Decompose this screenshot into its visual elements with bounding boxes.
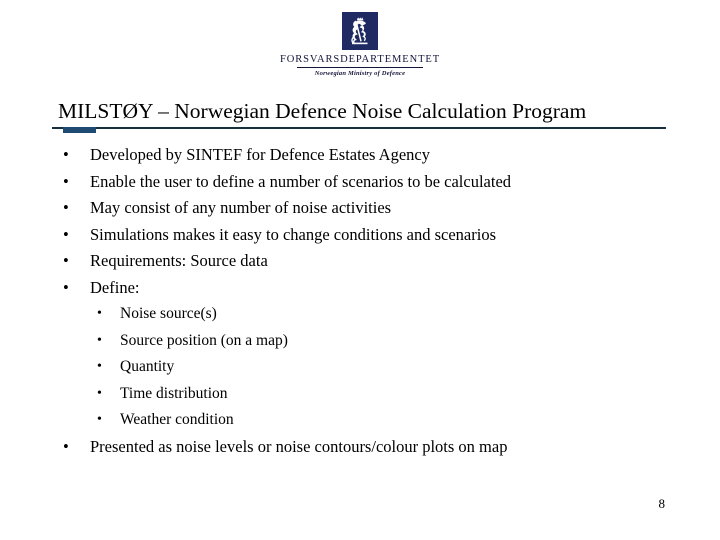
bullet-item-l1 [0, 275, 720, 302]
bullet-dot-icon: • [63, 436, 69, 456]
bullet-item-l2 [0, 301, 720, 328]
bullet-text: May consist of any number of noise activities [90, 198, 392, 217]
bullet-dot-icon: • [63, 224, 69, 244]
bullet-dot-icon: • [63, 277, 69, 297]
slide-title: MILSTØY – Norwegian Defence Noise Calculation Program [58, 99, 587, 123]
title-divider-line [52, 127, 666, 129]
bullet-text: Time distribution [120, 384, 228, 402]
title-divider [52, 127, 666, 135]
logo-wordmark: FORSVARSDEPARTEMENTET [279, 54, 441, 65]
bullet-text: Noise source(s) [120, 305, 217, 322]
norwegian-lion-crest-icon [342, 12, 378, 50]
bullet-text: Quantity [120, 358, 175, 375]
bullet-dot-icon: • [63, 198, 69, 217]
bullet-text: Requirements: Source data [90, 251, 268, 270]
bullet-item-l2 [0, 407, 720, 434]
bullet-text: Weather condition [120, 411, 234, 428]
bullet-dot-icon: • [97, 332, 102, 348]
ministry-logo [0, 12, 720, 77]
bullet-item-l1 [0, 142, 720, 169]
bullet-text: Simulations makes it easy to change conditions and scenarios [90, 224, 496, 244]
logo-subtitle: Norwegian Ministry of Defence [314, 70, 406, 77]
bullet-dot-icon: • [63, 145, 69, 164]
bullet-dot-icon: • [63, 171, 69, 191]
bullet-text: Define: [90, 277, 140, 297]
bullet-item-l2 [0, 328, 720, 355]
bullet-dot-icon: • [97, 306, 102, 321]
bullet-item-l1 [0, 248, 720, 275]
title-divider-accent-tab [63, 127, 96, 133]
bullet-text: Developed by SINTEF for Defence Estates Agency [90, 145, 430, 164]
logo-divider [297, 67, 423, 68]
bullet-dot-icon: • [97, 359, 102, 374]
bullet-item-l2 [0, 354, 720, 381]
bullet-item-l1 [0, 195, 720, 222]
bullet-text: Source position (on a map) [120, 331, 288, 349]
bullet-dot-icon: • [97, 412, 102, 427]
bullet-dot-icon: • [97, 385, 102, 401]
bullet-text: Enable the user to define a number of scenarios to be calculated [90, 171, 512, 191]
bullet-item-l1 [0, 169, 720, 196]
bullet-item-l1 [0, 434, 720, 461]
page-number: 8 [658, 496, 665, 511]
slide-body-list [0, 142, 720, 460]
bullet-item-l2 [0, 381, 720, 408]
bullet-text: Presented as noise levels or noise contours/colour plots on map [90, 436, 508, 456]
bullet-item-l1 [0, 222, 720, 249]
bullet-dot-icon: • [63, 251, 69, 270]
